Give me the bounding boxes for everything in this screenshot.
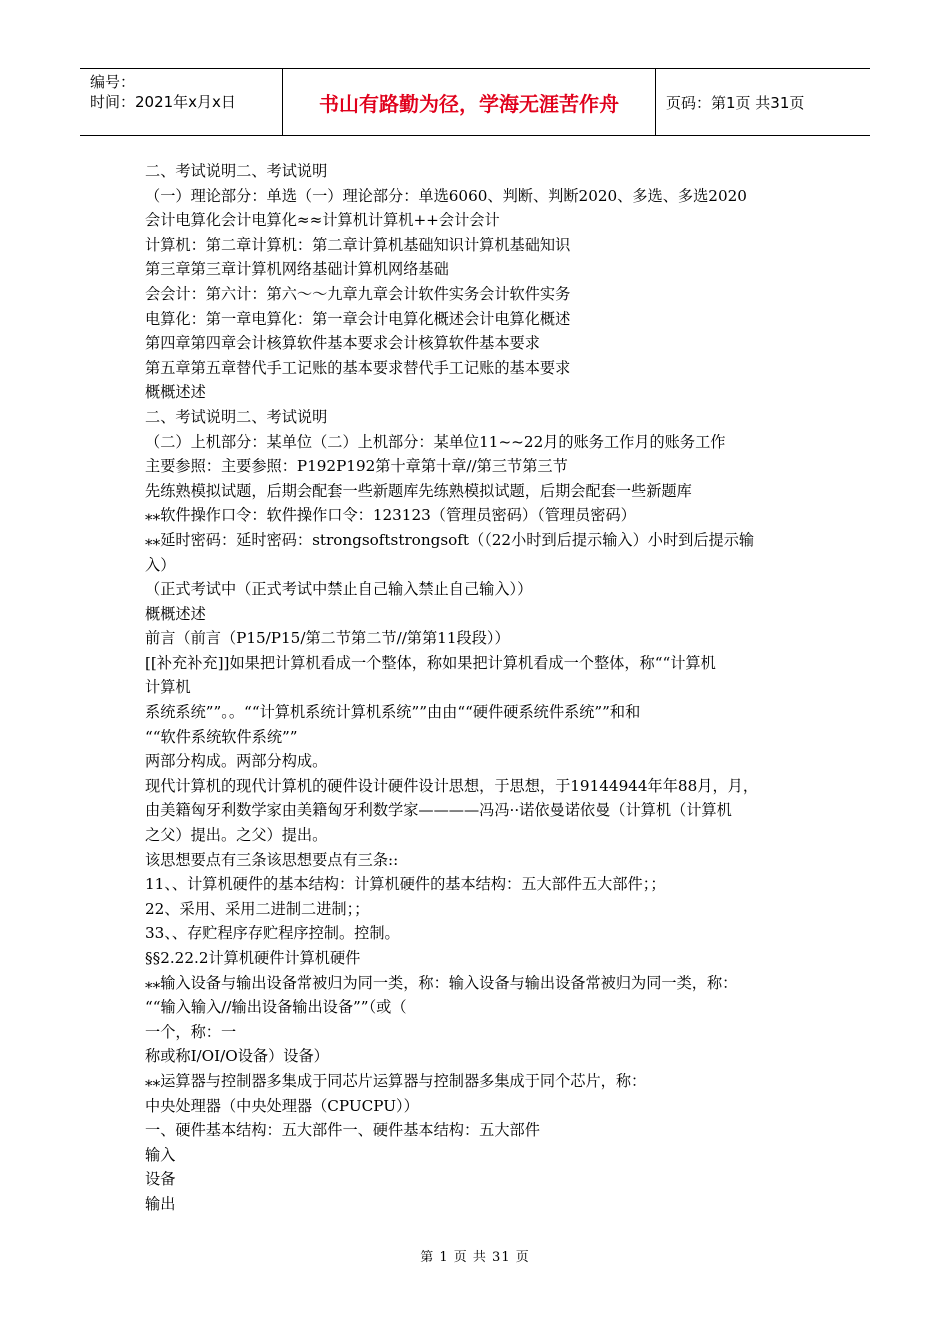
body-line: 会计电算化会计电算化≈≈计算机计算机++会计会计 bbox=[145, 211, 500, 230]
body-line: 概概述述 bbox=[145, 604, 206, 623]
body-line: 系统系统””。。““计算机系统计算机系统””由由““硬件硬系统件系统””和和 bbox=[145, 703, 641, 722]
body-line: 计算机 bbox=[145, 678, 191, 697]
header-motto: 书山有路勤为径，学海无涯苦作舟 bbox=[282, 69, 656, 135]
body-line: 设备 bbox=[145, 1170, 176, 1189]
body-line: 二、考试说明二、考试说明 bbox=[145, 162, 328, 180]
body-line: 输出 bbox=[145, 1194, 176, 1213]
body-line: 先练熟模拟试题，后期会配套一些新题库先练熟模拟试题，后期会配套一些新题库 bbox=[145, 481, 692, 500]
body-line: ⁎⁎延时密码：延时密码：strongsoftstrongsoft（（22小时到后提示输入）小时到后提示输 bbox=[145, 530, 755, 549]
body-line: 一个，称：一 bbox=[145, 1022, 237, 1041]
body-line: [[补充补充]]如果把计算机看成一个整体，称如果把计算机看成一个整体，称““计算机 bbox=[145, 653, 716, 672]
body-line: §§2.22.2计算机硬件计算机硬件 bbox=[145, 949, 361, 967]
body-line: ““输入输入//输出设备输出设备””（或（ bbox=[145, 998, 407, 1017]
body-line: 入） bbox=[145, 555, 176, 574]
body-line: 第三章第三章计算机网络基础计算机网络基础 bbox=[145, 260, 449, 279]
body-line: （二）上机部分：某单位（二）上机部分：某单位11~~22月的账务工作月的账务工作 bbox=[145, 432, 726, 451]
body-line: 11、、计算机硬件的基本结构：计算机硬件的基本结构：五大部件五大部件；； bbox=[145, 875, 666, 894]
body-line: ⁎⁎输入设备与输出设备常被归为同一类，称：输入设备与输出设备常被归为同一类，称： bbox=[145, 973, 738, 992]
body-line: 主要参照：主要参照：P192P192第十章第十章//第三节第三节 bbox=[145, 457, 568, 476]
body-line: 第五章第五章替代手工记账的基本要求替代手工记账的基本要求 bbox=[145, 358, 571, 377]
body-line: 第四章第四章会计核算软件基本要求会计核算软件基本要求 bbox=[145, 334, 540, 353]
body-line: （正式考试中（正式考试中禁止自己输入禁止自己输入）） bbox=[145, 580, 533, 599]
body-line: 输入 bbox=[145, 1145, 176, 1164]
document-date: 时间：2021年x月x日 bbox=[90, 93, 236, 111]
document-body bbox=[145, 159, 813, 1217]
body-line: 该思想要点有三条该思想要点有三条:: bbox=[145, 850, 399, 869]
body-line: 由美籍匈牙利数学家由美籍匈牙利数学家————冯冯··诺依曼诺依曼（计算机（计算机 bbox=[145, 801, 732, 820]
body-line: 现代计算机的现代计算机的硬件设计硬件设计思想，于思想，于19144944年年88月，月， bbox=[145, 776, 759, 795]
header-meta bbox=[80, 69, 282, 135]
body-line: 概概述述 bbox=[145, 383, 206, 402]
page-footer: 第 1 页 共 31 页 bbox=[420, 1250, 530, 1265]
body-line: 前言（前言（P15/P15/第二节第二节//第第11段段）） bbox=[145, 629, 510, 648]
body-line: 22、采用、采用二进制二进制；； bbox=[145, 899, 370, 918]
body-line: 一、硬件基本结构：五大部件一、硬件基本结构：五大部件 bbox=[145, 1121, 540, 1140]
body-line: 二、考试说明二、考试说明 bbox=[145, 407, 328, 426]
document-number-label: 编号： bbox=[90, 73, 136, 91]
body-line: 33、、存贮程序存贮程序控制。控制。 bbox=[145, 924, 400, 943]
body-line: 两部分构成。两部分构成。 bbox=[145, 752, 328, 771]
body-line: 称或称I/OI/O设备）设备） bbox=[145, 1047, 329, 1066]
body-line: ⁎⁎运算器与控制器多集成于同芯片运算器与控制器多集成于同个芯片，称： bbox=[145, 1071, 647, 1090]
body-line: （一）理论部分：单选（一）理论部分：单选6060、判断、判断2020、多选、多选2020 bbox=[145, 186, 747, 205]
header-page-number: 页码：第1页 共31页 bbox=[666, 93, 805, 112]
body-line: 计算机：第二章计算机：第二章计算机基础知识计算机基础知识 bbox=[145, 235, 571, 254]
body-line: 电算化：第一章电算化：第一章会计电算化概述会计电算化概述 bbox=[145, 309, 571, 328]
body-line: 中央处理器（中央处理器（CPUCPU）） bbox=[145, 1096, 419, 1115]
body-line: 之父）提出。之父）提出。 bbox=[145, 826, 328, 845]
body-line: ⁎⁎软件操作口令：软件操作口令：123123（管理员密码）（管理员密码） bbox=[145, 506, 636, 525]
page-header bbox=[80, 68, 870, 136]
body-line: ““软件系统软件系统”” bbox=[145, 727, 298, 746]
body-line: 会会计：第六计：第六～～九章九章会计软件实务会计软件实务 bbox=[145, 284, 571, 303]
